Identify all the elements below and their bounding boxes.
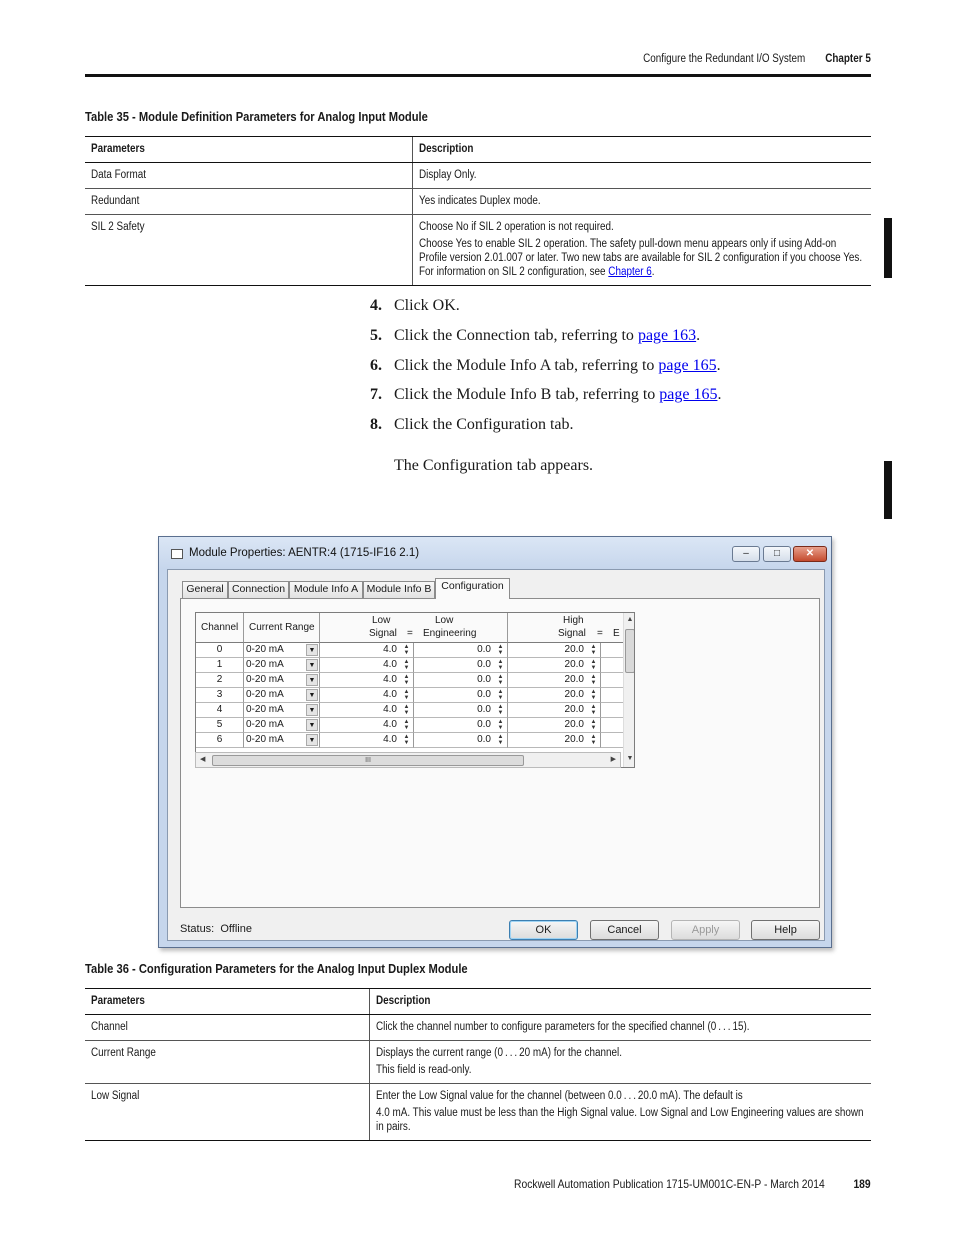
table-row xyxy=(85,163,871,189)
channel-row[interactable] xyxy=(196,658,623,673)
high-engineering-field[interactable] xyxy=(601,688,623,703)
current-range-select[interactable]: 0-20 mA ▼ xyxy=(244,643,320,658)
low-engineering-field[interactable]: 0.0 ▲ ▼ xyxy=(414,688,508,703)
chapter-6-link[interactable]: Chapter 6 xyxy=(607,266,652,278)
high-signal-field[interactable]: 20.0 ▲ ▼ xyxy=(508,703,601,718)
dropdown-arrow-icon[interactable]: ▼ xyxy=(306,704,318,716)
scroll-left-arrow-icon[interactable]: ◀ xyxy=(200,756,206,763)
table-36-caption: Table 36 - Configuration Parameters for the Analog Input Duplex Module xyxy=(85,961,468,976)
step-result-text: The Configuration tab appears. xyxy=(394,457,594,474)
desc-cell: Choose No if SIL 2 operation is not required. xyxy=(418,221,614,233)
module-properties-dialog xyxy=(158,536,832,948)
page-link[interactable]: page 165 xyxy=(659,386,718,404)
scroll-up-arrow-icon[interactable]: ▲ xyxy=(626,616,634,623)
apply-button[interactable]: Apply xyxy=(671,920,740,940)
dialog-title: Module Properties: AENTR:4 (1715-IF16 2.1) xyxy=(189,547,420,559)
close-button[interactable]: ✕ xyxy=(793,546,827,562)
column-header-channel[interactable]: Channel xyxy=(196,613,244,643)
step-item: 7. Click the Module Info B tab, referring to page 165. xyxy=(370,386,722,404)
low-engineering-field[interactable]: 0.0 ▲ ▼ xyxy=(414,643,508,658)
column-header-description: Description xyxy=(375,995,430,1007)
low-signal-field[interactable]: 4.0 ▲ ▼ xyxy=(320,718,414,733)
channel-cell[interactable]: 4 xyxy=(196,703,244,718)
spinner-icon[interactable]: ▲ ▼ xyxy=(497,689,504,701)
spinner-icon[interactable]: ▲ ▼ xyxy=(590,674,597,686)
step-item: 6. Click the Module Info A tab, referring to page 165. xyxy=(370,356,721,374)
dropdown-arrow-icon[interactable]: ▼ xyxy=(306,689,318,701)
spinner-icon[interactable]: ▲ ▼ xyxy=(590,689,597,701)
channel-row[interactable] xyxy=(196,733,623,748)
table-header-row xyxy=(85,989,871,1015)
column-header-low-signal-engineering[interactable]: Low Signal = Low Engineering xyxy=(320,613,508,643)
high-signal-field[interactable]: 20.0 ▲ ▼ xyxy=(508,688,601,703)
tab-connection[interactable]: Connection xyxy=(228,581,289,598)
desc-cell: 4.0 mA. This value must be less than the High Signal value. Low Signal and Low Engineering values are shown in pairs. xyxy=(375,1107,863,1133)
publication-info: Rockwell Automation Publication 1715-UM001C-EN-P - March 2014 xyxy=(514,1177,826,1191)
spinner-icon[interactable]: ▲ ▼ xyxy=(590,719,597,731)
table-36 xyxy=(85,988,871,1141)
table-row xyxy=(85,1084,871,1141)
desc-cell: Displays the current range (0 . . . 20 mA) for the channel. xyxy=(375,1047,622,1059)
spinner-icon[interactable]: ▲ ▼ xyxy=(590,704,597,716)
tab-configuration[interactable]: Configuration xyxy=(435,578,510,599)
desc-cell: Choose Yes to enable SIL 2 operation. The safety pull-down menu appears only if using Add-on Profile version 2.01.007 or later. Two new tabs are available for SIL 2 configuration if you choose Yes. For information on SIL 2 configuration, see Chapter 6. xyxy=(418,238,862,278)
high-signal-field[interactable]: 20.0 ▲ ▼ xyxy=(508,718,601,733)
desc-cell: Display Only. xyxy=(418,169,477,181)
dropdown-arrow-icon[interactable]: ▼ xyxy=(306,719,318,731)
channel-cell[interactable]: 2 xyxy=(196,673,244,688)
tab-module-info-b[interactable]: Module Info B xyxy=(363,581,435,598)
column-header-parameters: Parameters xyxy=(91,143,145,155)
spinner-icon[interactable]: ▲ ▼ xyxy=(497,644,504,656)
horizontal-scrollbar[interactable] xyxy=(195,752,621,768)
column-header-description: Description xyxy=(418,143,473,155)
current-range-select[interactable]: 0-20 mA ▼ xyxy=(244,703,320,718)
high-signal-field[interactable]: 20.0 ▲ ▼ xyxy=(508,673,601,688)
status-text: Status: Offline xyxy=(180,923,252,935)
desc-cell: This field is read-only. xyxy=(375,1064,471,1076)
column-header-current-range[interactable]: Current Range xyxy=(244,613,320,643)
channel-cell[interactable]: 6 xyxy=(196,733,244,748)
dialog-title-bar[interactable] xyxy=(159,537,831,569)
channel-row[interactable] xyxy=(196,703,623,718)
spinner-icon[interactable]: ▲ ▼ xyxy=(590,734,597,746)
param-cell: Data Format xyxy=(91,169,146,181)
spinner-icon[interactable]: ▲ ▼ xyxy=(403,704,410,716)
table-row xyxy=(85,1041,871,1084)
param-cell: Redundant xyxy=(91,195,140,207)
page-number: 189 xyxy=(853,1177,871,1191)
low-engineering-field[interactable]: 0.0 ▲ ▼ xyxy=(414,658,508,673)
low-signal-field[interactable]: 4.0 ▲ ▼ xyxy=(320,673,414,688)
channel-cell[interactable]: 5 xyxy=(196,718,244,733)
channel-row[interactable] xyxy=(196,673,623,688)
spinner-icon[interactable]: ▲ ▼ xyxy=(590,659,597,671)
spinner-icon[interactable]: ▲ ▼ xyxy=(403,689,410,701)
low-signal-field[interactable]: 4.0 ▲ ▼ xyxy=(320,658,414,673)
running-header xyxy=(643,53,871,65)
low-engineering-field[interactable]: 0.0 ▲ ▼ xyxy=(414,703,508,718)
dropdown-arrow-icon[interactable]: ▼ xyxy=(306,734,318,746)
channel-row[interactable] xyxy=(196,643,623,658)
margin-change-bar xyxy=(884,218,892,278)
spinner-icon[interactable]: ▲ ▼ xyxy=(403,644,410,656)
spinner-icon[interactable]: ▲ ▼ xyxy=(590,644,597,656)
procedure-steps xyxy=(370,297,721,446)
low-engineering-field[interactable]: 0.0 ▲ ▼ xyxy=(414,718,508,733)
configuration-panel xyxy=(180,598,820,908)
current-range-select[interactable]: 0-20 mA ▼ xyxy=(244,673,320,688)
cancel-button[interactable]: Cancel xyxy=(590,920,659,940)
high-signal-field[interactable]: 20.0 ▲ ▼ xyxy=(508,733,601,748)
column-header-parameters: Parameters xyxy=(91,995,145,1007)
channel-cell[interactable]: 0 xyxy=(196,643,244,658)
table-header-row xyxy=(85,137,871,163)
minimize-button[interactable]: – xyxy=(732,546,760,562)
high-engineering-field[interactable] xyxy=(601,703,623,718)
spinner-icon[interactable]: ▲ ▼ xyxy=(403,659,410,671)
channel-config-grid xyxy=(195,612,635,768)
step-item: 8. Click the Configuration tab. xyxy=(370,416,574,434)
low-engineering-field[interactable]: 0.0 ▲ ▼ xyxy=(414,733,508,748)
desc-cell: Enter the Low Signal value for the channel (between 0.0 . . . 20.0 mA). The default is xyxy=(375,1090,743,1102)
param-cell: SIL 2 Safety xyxy=(91,221,145,233)
table-35 xyxy=(85,136,871,286)
help-button[interactable]: Help xyxy=(751,920,820,940)
page-link[interactable]: page 163 xyxy=(637,326,697,344)
dropdown-arrow-icon[interactable]: ▼ xyxy=(306,659,318,671)
low-engineering-field[interactable]: 0.0 ▲ ▼ xyxy=(414,673,508,688)
spinner-icon[interactable]: ▲ ▼ xyxy=(497,674,504,686)
desc-cell: Click the channel number to configure parameters for the specified channel (0 . . . 15). xyxy=(375,1021,750,1033)
dropdown-arrow-icon[interactable]: ▼ xyxy=(306,644,318,656)
high-engineering-field[interactable] xyxy=(601,718,623,733)
header-rule xyxy=(85,74,871,77)
table-row xyxy=(85,1015,871,1041)
low-signal-field[interactable]: 4.0 ▲ ▼ xyxy=(320,643,414,658)
tab-module-info-a[interactable]: Module Info A xyxy=(289,581,363,598)
dialog-body xyxy=(167,569,825,941)
param-cell: Low Signal xyxy=(91,1090,140,1102)
spinner-icon[interactable]: ▲ ▼ xyxy=(403,734,410,746)
channel-cell[interactable]: 3 xyxy=(196,688,244,703)
low-signal-field[interactable]: 4.0 ▲ ▼ xyxy=(320,733,414,748)
window-icon xyxy=(171,549,183,559)
tab-general[interactable]: General xyxy=(182,581,228,598)
param-cell: Current Range xyxy=(91,1047,156,1059)
spinner-icon[interactable]: ▲ ▼ xyxy=(497,734,504,746)
low-signal-field[interactable]: 4.0 ▲ ▼ xyxy=(320,688,414,703)
spinner-icon[interactable]: ▲ ▼ xyxy=(497,704,504,716)
high-engineering-field[interactable] xyxy=(601,673,623,688)
current-range-select[interactable]: 0-20 mA ▼ xyxy=(244,718,320,733)
low-signal-field[interactable]: 4.0 ▲ ▼ xyxy=(320,703,414,718)
spinner-icon[interactable]: ▲ ▼ xyxy=(497,659,504,671)
current-range-select[interactable]: 0-20 mA ▼ xyxy=(244,688,320,703)
scroll-right-arrow-icon[interactable]: ▶ xyxy=(610,756,616,763)
step-item: 5. Click the Connection tab, referring to page 163. xyxy=(370,326,701,344)
high-signal-field[interactable]: 20.0 ▲ ▼ xyxy=(508,658,601,673)
channel-row[interactable] xyxy=(196,718,623,733)
high-engineering-field[interactable] xyxy=(601,658,623,673)
high-engineering-field[interactable] xyxy=(601,733,623,748)
margin-change-bar xyxy=(884,461,892,519)
maximize-button[interactable]: □ xyxy=(763,546,791,562)
table-row xyxy=(85,189,871,215)
chapter-label: Chapter 5 xyxy=(825,53,871,65)
page-footer xyxy=(514,1177,871,1191)
spinner-icon[interactable]: ▲ ▼ xyxy=(403,719,410,731)
spinner-icon[interactable]: ▲ ▼ xyxy=(497,719,504,731)
ok-button[interactable]: OK xyxy=(509,920,578,940)
high-engineering-field[interactable] xyxy=(601,643,623,658)
section-title: Configure the Redundant I/O System xyxy=(643,53,806,65)
scroll-thumb[interactable]: III xyxy=(212,755,524,766)
step-item: 4. Click OK. xyxy=(370,297,460,314)
spinner-icon[interactable]: ▲ ▼ xyxy=(403,674,410,686)
vertical-scrollbar[interactable] xyxy=(623,613,635,768)
scroll-thumb[interactable] xyxy=(625,629,635,673)
channel-row[interactable] xyxy=(196,688,623,703)
desc-cell: Yes indicates Duplex mode. xyxy=(418,195,541,207)
column-header-high-signal[interactable]: High Signal = E xyxy=(508,613,623,643)
dropdown-arrow-icon[interactable]: ▼ xyxy=(306,674,318,686)
channel-cell[interactable]: 1 xyxy=(196,658,244,673)
table-35-caption: Table 35 - Module Definition Parameters for Analog Input Module xyxy=(85,109,428,124)
table-row xyxy=(85,215,871,286)
current-range-select[interactable]: 0-20 mA ▼ xyxy=(244,733,320,748)
status-value: Offline xyxy=(220,923,252,935)
param-cell: Channel xyxy=(91,1021,128,1033)
scroll-down-arrow-icon[interactable]: ▼ xyxy=(626,755,634,762)
high-signal-field[interactable]: 20.0 ▲ ▼ xyxy=(508,643,601,658)
current-range-select[interactable]: 0-20 mA ▼ xyxy=(244,658,320,673)
page-link[interactable]: page 165 xyxy=(658,356,717,374)
